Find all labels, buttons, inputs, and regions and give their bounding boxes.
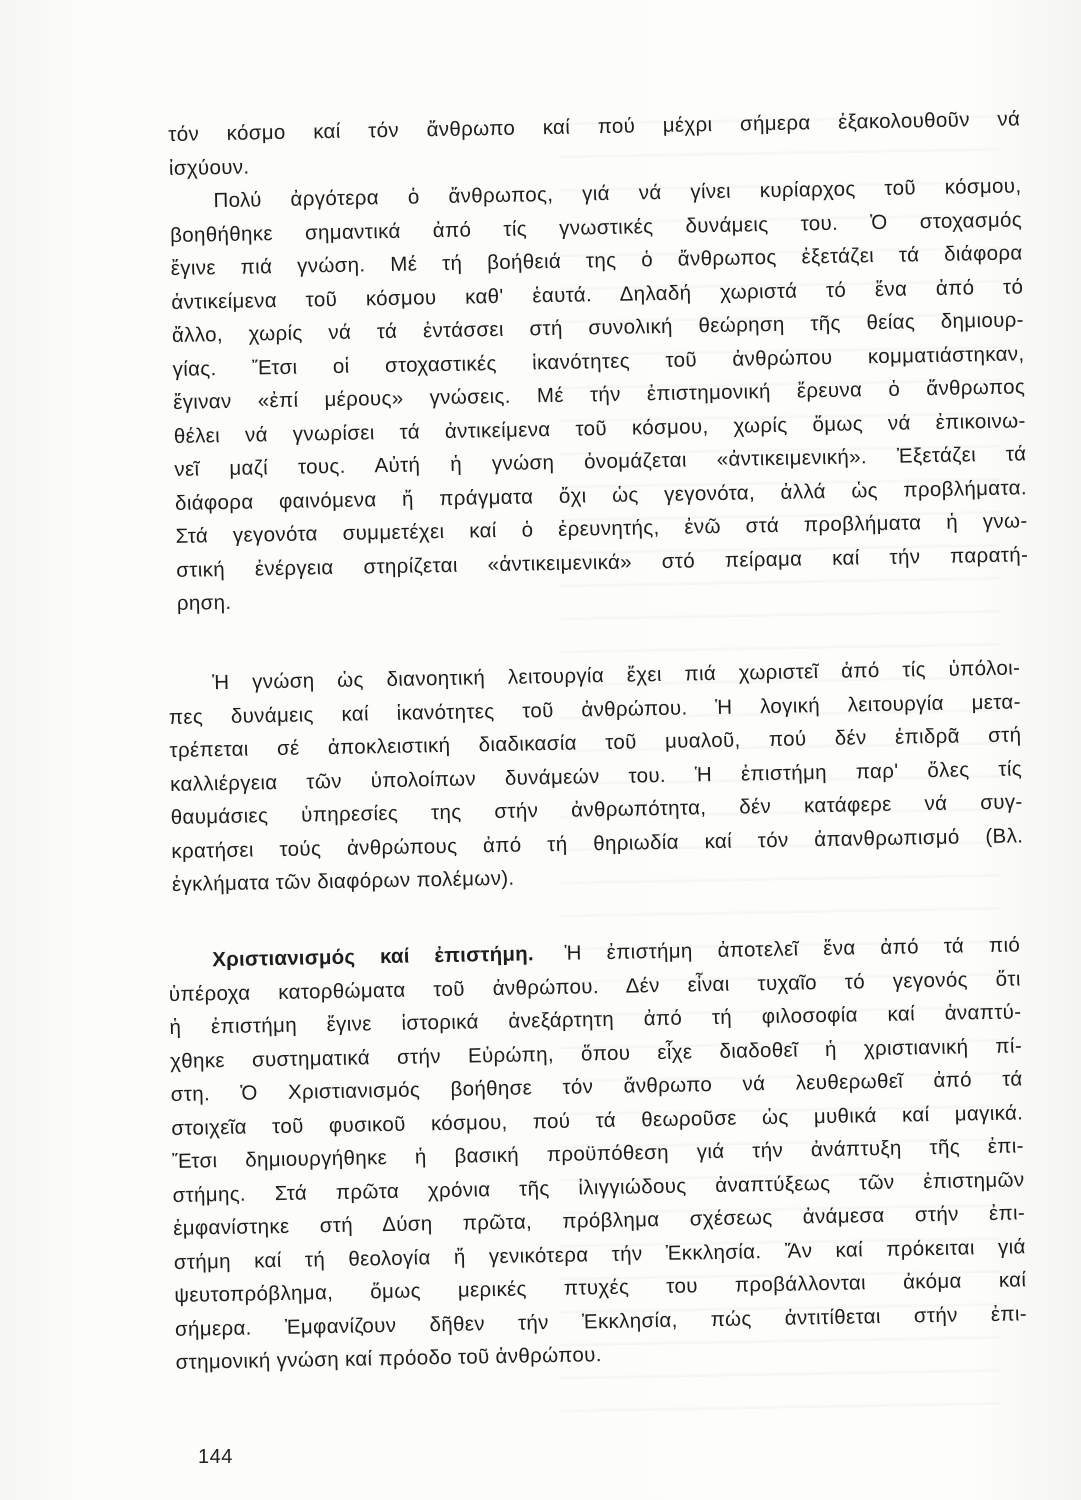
text-line: ἄλλο, χωρίς νά τά ἐντάσσει στή συνολική θεώρηση τῆς θείας δημιουρ- bbox=[171, 308, 1025, 347]
text-line: ψευτοπρόβλημα, ὅμως μερικές πτυχές του προβάλλονται ἀκόμα καί bbox=[174, 1268, 1027, 1307]
paragraph-3 bbox=[168, 928, 1028, 1379]
text-line: ἔγινε πιά γνώση. Μέ τή βοήθειά της ὁ ἄνθρωπος ἐξετάζει τά διάφορα bbox=[170, 241, 1023, 280]
paragraph-2 bbox=[168, 651, 1024, 901]
text-line: στη. Ὁ Χριστιανισμός βοήθησε τόν ἄνθρωπο νά λευθερωθεῖ ἀπό τά bbox=[170, 1067, 1023, 1106]
text-line: ἔγιναν «ἐπί μέρους» γνώσεις. Μέ τήν ἐπιστημονική ἔρευνα ὁ ἄνθρωπος bbox=[173, 375, 1026, 414]
text-line: ἡ ἐπιστήμη ἔγινε ἱστορικά ἀνεξάρτητη ἀπό τή φιλοσοφία καί ἀναπτύ- bbox=[169, 1000, 1022, 1039]
text-line: νεῖ μαζί τους. Αὐτή ἡ γνώση ὀνομάζεται «ἀντικειμενική». Ἐξετάζει τά bbox=[174, 442, 1027, 481]
text-line: στική ἐνέργεια στηρίζεται «ἀντικειμενικά» στό πείραμα καί τήν παρατή- bbox=[176, 542, 1029, 582]
paragraph-1 bbox=[168, 102, 1029, 620]
text-line: κρατήσει τούς ἀνθρώπους ἀπό τή θηριωδία καί τόν ἀπανθρωπισμό (Βλ. bbox=[171, 823, 1024, 863]
text-line: πες δυνάμεις καί ἱκανότητες τοῦ ἀνθρώπου. Ἡ λογική λειτουργία μετα- bbox=[168, 689, 1021, 729]
text-line: θαυμάσιες ὑπηρεσίες της στήν ἀνθρωπότητα, δέν κατάφερε νά συγ- bbox=[170, 790, 1023, 829]
text-line: τόν κόσμο καί τόν ἄνθρωπο καί πού μέχρι σήμερα ἐξακολουθοῦν νά bbox=[168, 107, 1021, 146]
text-line: γίας. Ἔτσι οἱ στοχαστικές ἱκανότητες τοῦ ἀνθρώπου κομματιάστηκαν, bbox=[172, 341, 1025, 381]
text-line: Ἔτσι δημιουργήθηκε ἡ βασική προϋπόθεση γιά τήν ἀνάπτυξη τῆς ἐπι- bbox=[171, 1134, 1025, 1173]
text-line: βοηθήθηκε σημαντικά ἀπό τίς γνωστικές δυνάμεις του. Ὁ στοχασμός bbox=[169, 207, 1023, 247]
text-line: στοιχεῖα τοῦ φυσικοῦ κόσμου, πού τά θεωροῦσε ὡς μυθικά καί μαγικά. bbox=[171, 1100, 1024, 1140]
page-number: 144 bbox=[198, 1446, 233, 1468]
section-heading: Χριστιανισμός καί ἐπιστήμη. bbox=[212, 942, 534, 972]
text-line: στήμης. Στά πρῶτα χρόνια τῆς ἰλιγγιώδους ἀναπτύξεως τῶν ἐπιστημῶν bbox=[172, 1167, 1025, 1207]
text-line: καλλιέργεια τῶν ὑπολοίπων δυνάμεών του. Ἡ ἐπιστήμη παρ' ὅλες τίς bbox=[169, 756, 1023, 796]
text-line: στήμη καί τή θεολογία ἤ γενικότερα τήν Ἐκκλησία. Ἄν καί πρόκειται γιά bbox=[173, 1234, 1026, 1274]
text-line: Στά γεγονότα συμμετέχει καί ὁ ἐρευνητής, ἐνῶ στά προβλήματα ἡ γνω- bbox=[175, 509, 1028, 548]
text-line: στημονική γνώση καί πρόοδο τοῦ ἀνθρώπου. bbox=[175, 1343, 602, 1374]
text-line-continuation: Ἡ ἐπιστήμη ἀποτελεῖ ἕνα ἀπό τά πιό bbox=[564, 933, 1021, 965]
text-line: ἀντικείμενα τοῦ κόσμου καθ' ἑαυτά. Δηλαδή χωριστά τό ἕνα ἀπό τό bbox=[171, 274, 1024, 314]
text-line: ἰσχύουν. bbox=[168, 155, 250, 180]
text-line: ἐγκλήματα τῶν διαφόρων πολέμων). bbox=[171, 866, 515, 896]
text-line: ρηση. bbox=[176, 590, 232, 615]
text-line: Πολύ ἀργότερα ὁ ἄνθρωπος, γιά νά γίνει κυρίαρχος τοῦ κόσμου, bbox=[213, 174, 1022, 213]
text-line: τρέπεται σέ ἀποκλειστική διαδικασία τοῦ μυαλοῦ, πού δέν ἐπιδρᾶ στή bbox=[169, 723, 1022, 762]
text-line: σήμερα. Ἐμφανίζουν δῆθεν τήν Ἐκκλησία, πώς ἀντιτίθεται στήν ἐπι- bbox=[174, 1301, 1028, 1341]
text-line: ἐμφανίστηκε στή Δύση πρῶτα, πρόβλημα σχέσεως ἀνάμεσα στήν ἐπι- bbox=[173, 1201, 1026, 1240]
text-line: ὑπέροχα κατορθώματα τοῦ ἀνθρώπου. Δέν εἶναι τυχαῖο τό γεγονός ὅτι bbox=[168, 966, 1021, 1006]
text-line: θέλει νά γνωρίσει τά ἀντικείμενα τοῦ κόσμου, χωρίς ὅμως νά ἐπικοινω- bbox=[173, 408, 1026, 448]
text-line: Ἡ γνώση ὡς διανοητική λειτουργία ἔχει πιά χωριστεῖ ἀπό τίς ὑπόλοι- bbox=[212, 656, 1021, 695]
text-line: διάφορα φαινόμενα ἤ πράγματα ὄχι ὡς γεγονότα, ἀλλά ὡς προβλήματα. bbox=[174, 475, 1028, 515]
text-line: χθηκε συστηματικά στήν Εὐρώπη, ὅπου εἶχε διαδοθεῖ ἡ χριστιανική πί- bbox=[169, 1033, 1023, 1073]
